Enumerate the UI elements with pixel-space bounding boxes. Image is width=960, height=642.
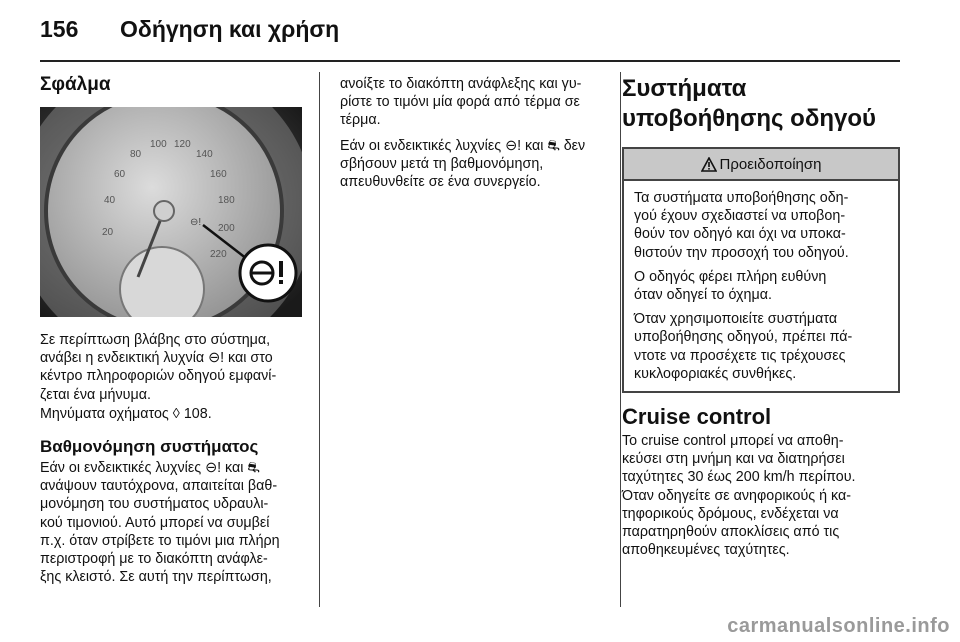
tick-140: 140 xyxy=(196,149,213,160)
warning-title: Προειδοποίηση xyxy=(719,155,822,173)
tick-40: 40 xyxy=(104,195,116,206)
column-divider-1 xyxy=(319,72,320,607)
section-heading-fault: Σφάλμα xyxy=(40,74,111,95)
tick-220: 220 xyxy=(210,249,227,260)
warning-triangle-icon xyxy=(701,157,717,172)
vehicle-messages-reference[interactable]: Μηνύματα οχήματος ◊ 108. xyxy=(40,406,212,422)
calibration-continued-paragraph: ανοίξτε το διακόπτη ανάφλεξης και γυ- ρίστε το τιμόνι μία φορά από τέρμα σε τέρμα. xyxy=(340,76,582,129)
calibration-heading: Βαθμονόμηση συστήματος xyxy=(40,437,259,456)
watermark: carmanualsonline.info xyxy=(727,615,950,637)
tick-120: 120 xyxy=(174,139,191,150)
calibration-paragraph: Εάν οι ενδεικτικές λυχνίες ⊖! και ⛐ ανάψουν ταυτόχρονα, απαιτείται βαθ- μονόμηση του συστήματος υδραυλι- κού τιμονιού. Αυτό μπορεί να συμβεί π.χ. όταν στρίβετε το τιμόνι μια πλήρη περιστροφή με το διακόπτη ανάφλε- ξης κλειστό. Σε αυτή την περίπτωση, xyxy=(40,460,280,586)
instrument-cluster-image xyxy=(40,107,302,317)
svg-text:⊖!: ⊖! xyxy=(190,217,202,228)
tick-20: 20 xyxy=(102,227,114,238)
tick-180: 180 xyxy=(218,195,235,206)
page-title: Οδήγηση και χρήση xyxy=(120,16,340,42)
driver-assistance-heading: Συστήματα υποβοήθησης οδηγού xyxy=(622,75,877,132)
warning-paragraph-2: Ο οδηγός φέρει πλήρη ευθύνη όταν οδηγεί το όχημα. xyxy=(634,268,827,304)
tick-80: 80 xyxy=(130,149,142,160)
tick-160: 160 xyxy=(210,169,227,180)
page-number: 156 xyxy=(40,16,79,42)
warning-paragraph-3: Όταν χρησιμοποιείτε συστήματα υποβοήθησης οδηγού, πρέπει πά- ντοτε να προσέχετε τις τρέχουσες κυκλοφοριακές συνθήκες. xyxy=(634,311,853,382)
warning-paragraph-1: Τα συστήματα υποβοήθησης οδη- γού έχουν σχεδιαστεί να υποβοη- θούν τον οδηγό και όχι να υποκα- θιστούν την προσοχή του οδηγού. xyxy=(634,190,849,261)
workshop-paragraph: Εάν οι ενδεικτικές λυχνίες ⊖! και ⛐ δεν σβήσουν μετά τη βαθμονόμηση, απευθυνθείτε σε ένα συνεργείο. xyxy=(340,138,586,191)
fault-paragraph: Σε περίπτωση βλάβης στο σύστημα, ανάβει η ενδεικτική λυχνία ⊖! και στο κέντρο πληροφοριών οδηγού εμφανί- ζεται ένα μήνυμα. xyxy=(40,332,277,403)
tick-60: 60 xyxy=(114,169,126,180)
tick-200: 200 xyxy=(218,223,235,234)
warning-box xyxy=(622,147,900,393)
header-rule xyxy=(40,60,900,62)
tick-100: 100 xyxy=(150,139,167,150)
cruise-control-heading: Cruise control xyxy=(622,404,772,429)
cruise-control-paragraph: Το cruise control μπορεί να αποθη- κεύσει στη μνήμη και να διατηρήσει ταχύτητες 30 έως 200 km/h περίπου. Όταν οδηγείτε σε ανηφορικούς ή κα- τηφορικούς δρόμους, ενδέχεται να παρατηρηθούν αποκλίσεις από τις αποθηκευμένες ταχύτητες. xyxy=(622,433,856,559)
warning-header xyxy=(624,149,898,181)
column-divider-2 xyxy=(620,72,621,607)
